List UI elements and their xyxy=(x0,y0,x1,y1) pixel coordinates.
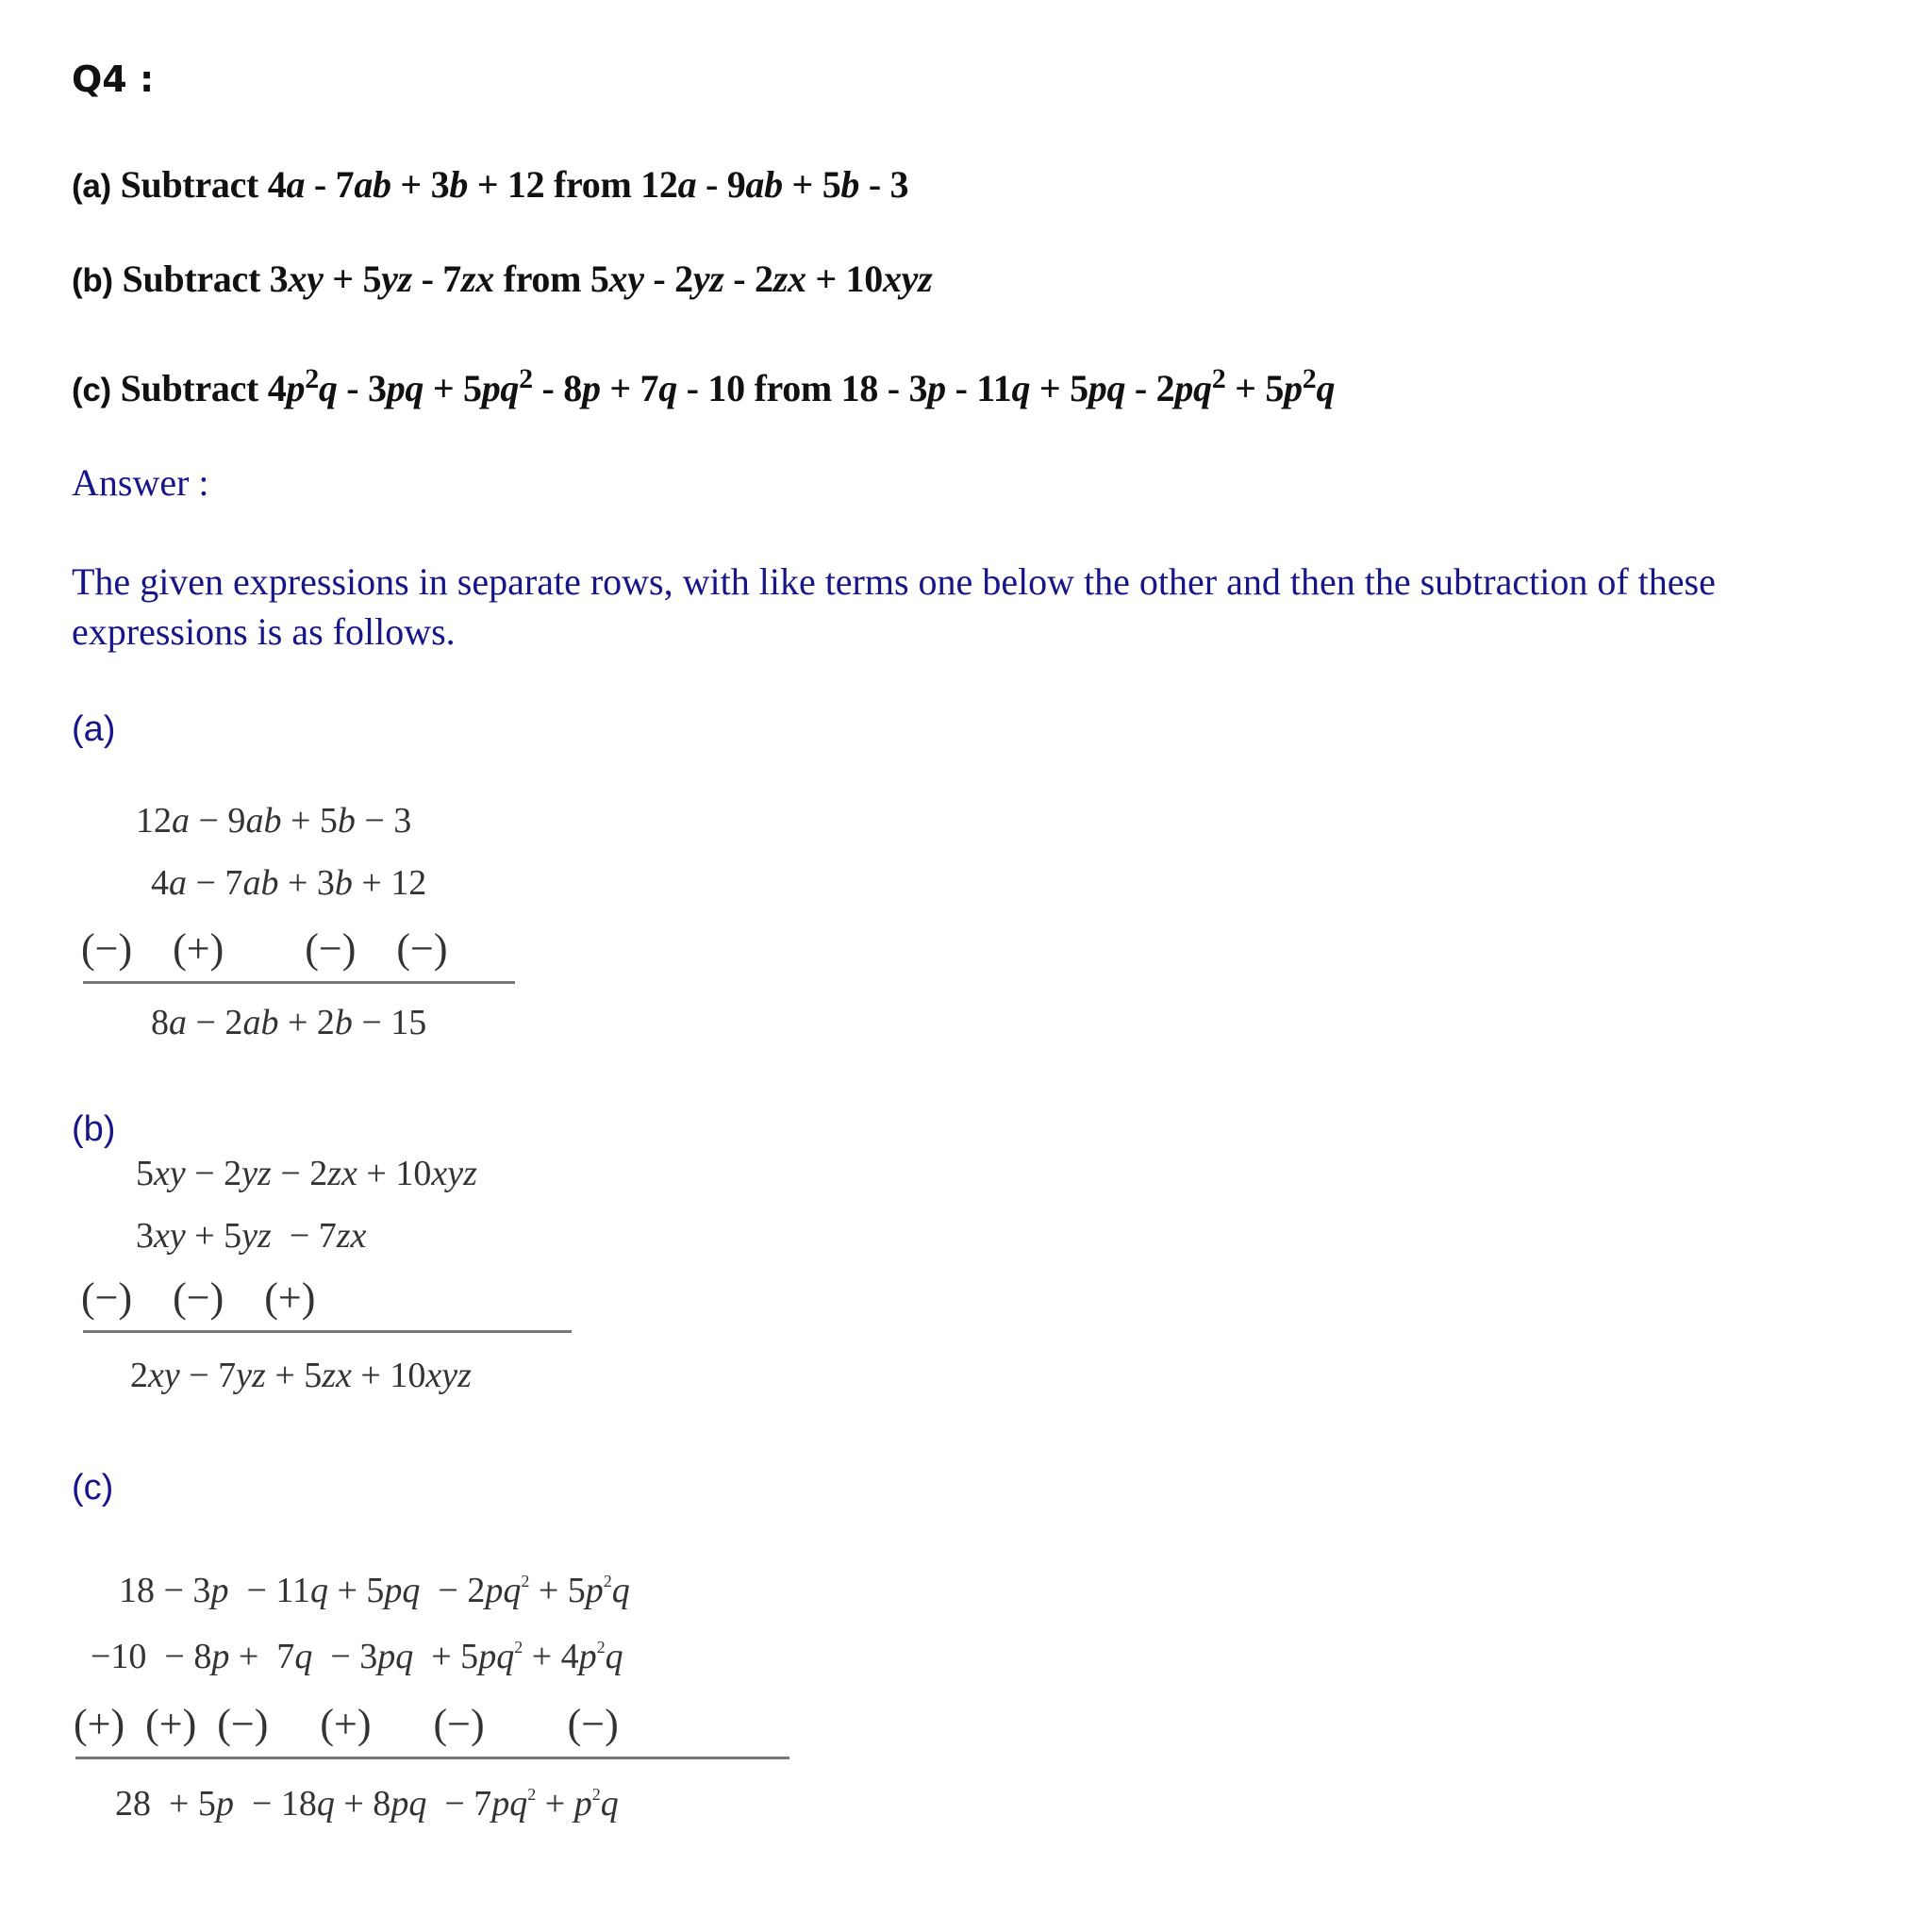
answer-intro: The given expressions in separate rows, with like terms one below the other and then the subtraction of these expressions is as follows. xyxy=(72,560,1716,653)
solution-b-divider xyxy=(83,1330,572,1333)
solution-a-subtrahend: 4a − 7ab + 3b + 12 xyxy=(151,863,427,903)
answer-heading: Answer : xyxy=(72,461,209,504)
question-part-c: (c) Subtract $4p^2q - 3pq + 5pq^2 - 8p + 7q - 10$ from $18 - 3p - 11q + 5pq - 2pq^2 + 5p^2q$ xyxy=(72,363,1336,409)
solution-c-label: (c) xyxy=(72,1468,114,1507)
part-label: (a) xyxy=(72,168,111,205)
solution-c-result: $28 + 5p - 18q + 8pq - 7pq^2 + p^2q$ xyxy=(115,1784,619,1824)
solution-a-divider xyxy=(83,981,515,984)
solution-a-signs: (−) (+) (−) (−) xyxy=(81,925,448,972)
solution-a-result: 8a − 2ab + 2b − 15 xyxy=(151,1003,427,1042)
solution-c-signs: (+) (+) (−) (+) (−) (−) xyxy=(74,1701,619,1747)
solution-c-divider xyxy=(75,1757,789,1759)
solution-b-subtrahend: 3xy + 5yz − 7zx xyxy=(136,1216,367,1256)
question-title: Q4 : xyxy=(72,58,155,100)
part-label: (c) xyxy=(72,372,111,408)
solution-b-label: (b) xyxy=(72,1109,116,1149)
part-label: (b) xyxy=(72,262,113,299)
solution-a-minuend: 12a − 9ab + 5b − 3 xyxy=(136,801,412,841)
solution-b-result: 2xy − 7yz + 5zx + 10xyz xyxy=(130,1356,472,1395)
question-part-b: (b) Subtract 3xy + 5yz - 7zx from 5xy - 2yz - 2zx + 10xyz xyxy=(72,258,933,300)
solution-b-signs: (−) (−) (+) xyxy=(81,1274,316,1321)
solution-a-label: (a) xyxy=(72,709,116,749)
question-part-a: (a) Subtract 4a - 7ab + 3b + 12 from 12a - 9ab + 5b - 3 xyxy=(72,163,909,206)
solution-b-minuend: 5xy − 2yz − 2zx + 10xyz xyxy=(136,1154,477,1193)
solution-c-subtrahend: $-10 - 8p + 7q - 3pq + 5pq^2 + 4p^2q$ xyxy=(91,1637,623,1676)
solution-c-minuend: $18 - 3p - 11q + 5pq - 2pq^2 + 5p^2q$ xyxy=(119,1571,630,1610)
